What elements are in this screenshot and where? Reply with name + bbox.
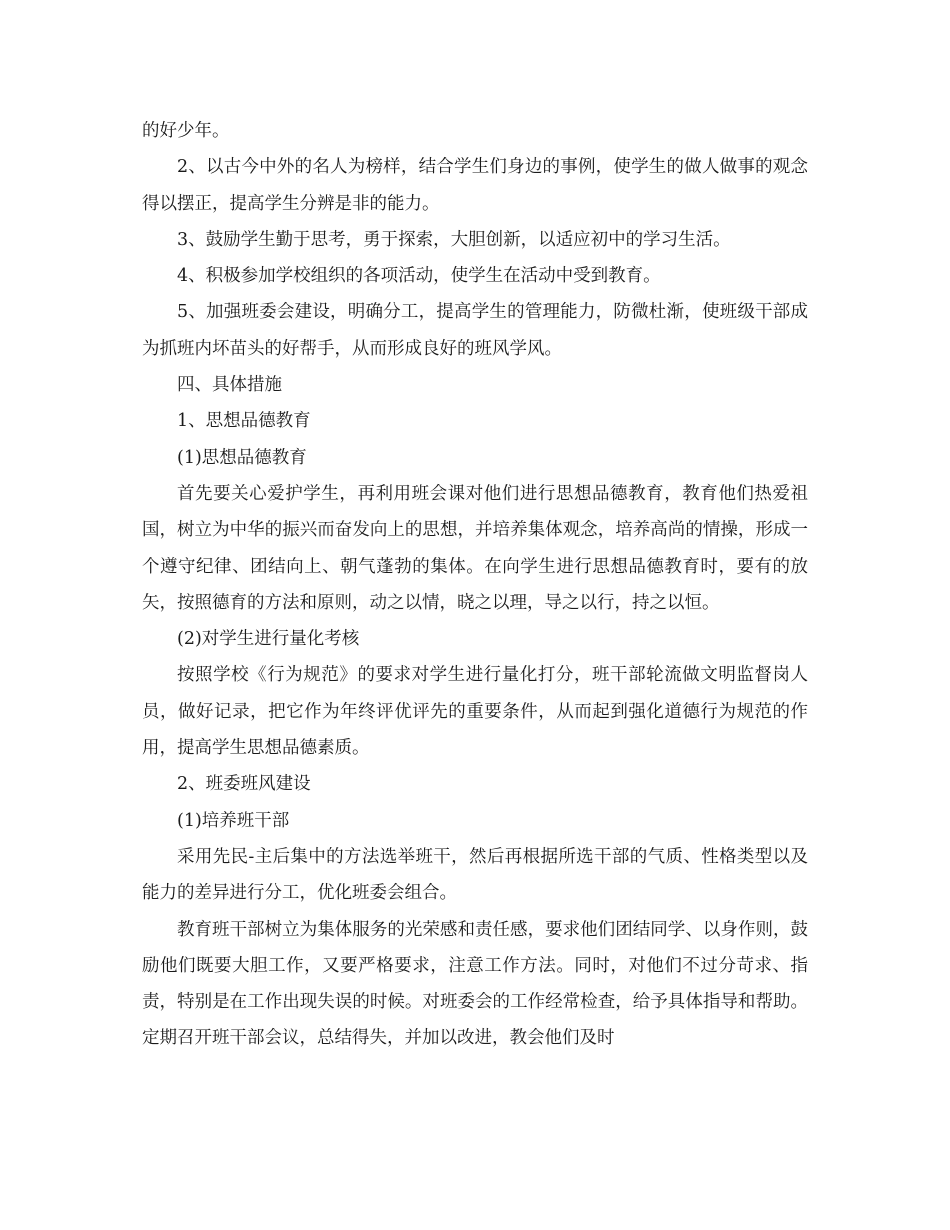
paragraph: 2、以古今中外的名人为榜样，结合学生们身边的事例，使学生的做人做事的观念得以摆正，提高学生分辨是非的能力。 — [142, 157, 808, 214]
paragraph: 按照学校《行为规范》的要求对学生进行量化打分，班干部轮流做文明监督岗人员，做好记录，把它作为年终评优评先的重要条件，从而起到强化道德行为规范的作用，提高学生思想品德素质。 — [142, 665, 808, 759]
section-heading: 四、具体措施 — [177, 375, 282, 396]
paragraph: 教育班干部树立为集体服务的光荣感和责任感，要求他们团结同学、以身作则，鼓励他们既要大胆工作，又要严格要求，注意工作方法。同时，对他们不过分苛求、指责，特别是在工作出现失误的时候。对班委会的工作经常检查，给予具体指导和帮助。定期召开班干部会议，总结得失，并加以改进，教会他们及时 — [142, 919, 808, 1049]
paragraph: 4、积极参加学校组织的各项活动，使学生在活动中受到教育。 — [177, 266, 661, 287]
item-heading: (1)思想品德教育 — [177, 447, 307, 468]
paragraph: 采用先民-主后集中的方法选举班干，然后再根据所选干部的气质、性格类型以及能力的差异进行分工，优化班委会组合。 — [142, 846, 808, 904]
paragraph: 首先要关心爱护学生，再利用班会课对他们进行思想品德教育，教育他们热爱祖国，树立为中华的振兴而奋发向上的思想，并培养集体观念，培养高尚的情操，形成一个遵守纪律、团结向上、朝气蓬勃的集体。在向学生进行思想品德教育时，要有的放矢，按照德育的方法和原则，动之以情，晓之以理，导之以行，持之以恒。 — [142, 483, 808, 613]
paragraph: 5、加强班委会建设，明确分工，提高学生的管理能力，防微杜渐，使班级干部成为抓班内坏苗头的好帮手，从而形成良好的班风学风。 — [142, 302, 808, 359]
item-heading: (1)培养班干部 — [177, 810, 290, 831]
paragraph: 3、鼓励学生勤于思考，勇于探索，大胆创新，以适应初中的学习生活。 — [177, 229, 731, 250]
subsection-heading: 1、思想品德教育 — [177, 411, 311, 432]
item-heading: (2)对学生进行量化考核 — [177, 629, 360, 650]
subsection-heading: 2、班委班风建设 — [177, 774, 311, 795]
document-body — [142, 113, 808, 1057]
paragraph: 的好少年。 — [142, 121, 230, 141]
